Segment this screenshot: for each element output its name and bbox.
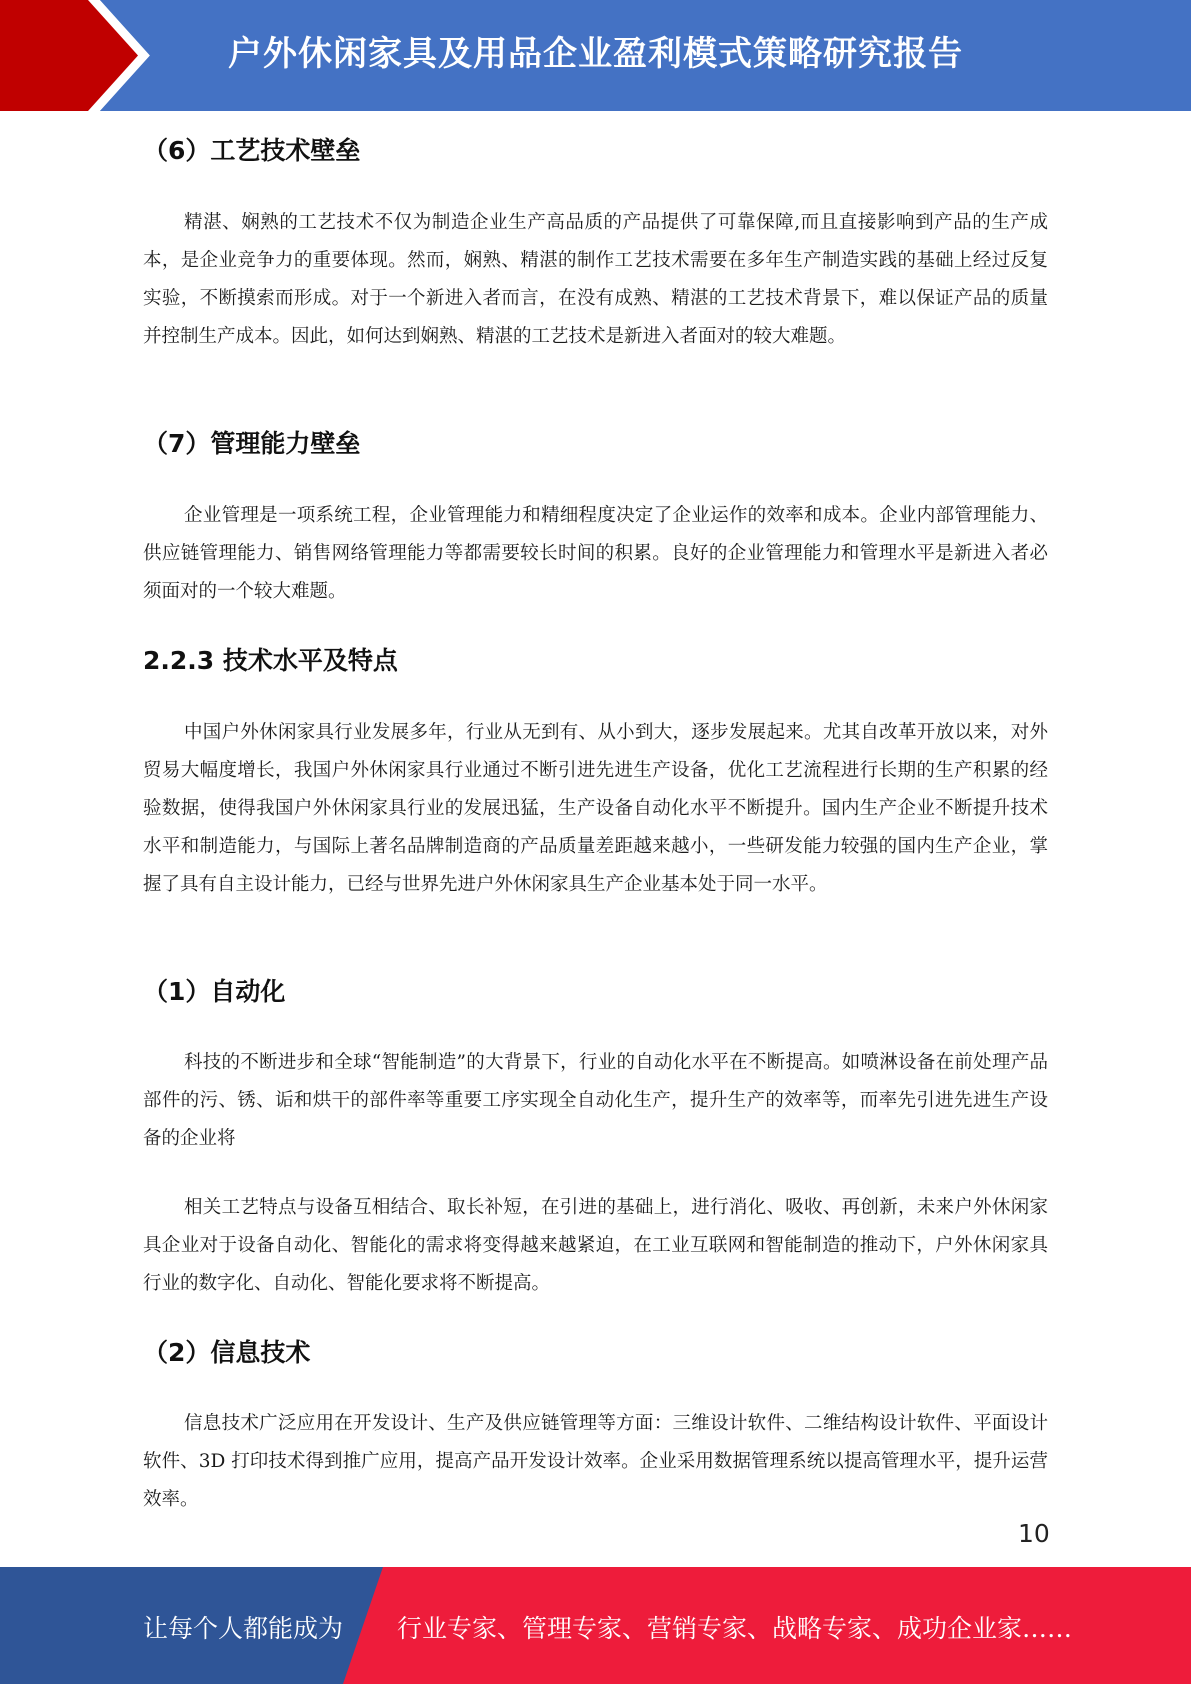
page-header xyxy=(0,0,1191,111)
body-paragraph: 企业管理是一项系统工程，企业管理能力和精细程度决定了企业运作的效率和成本。企业内部管理能力、供应链管理能力、销售网络管理能力等都需要较长时间的积累。良好的企业管理能力和管理水平是新进入者必须面对的一个较大难题。 xyxy=(143,505,1048,602)
page-number: 10 xyxy=(1018,1519,1050,1548)
body-paragraph: 中国户外休闲家具行业发展多年，行业从无到有、从小到大，逐步发展起来。尤其自改革开放以来，对外贸易大幅度增长，我国户外休闲家具行业通过不断引进先进生产设备，优化工艺流程进行长期的生产积累的经验数据，使得我国户外休闲家具行业的发展迅猛，生产设备自动化水平不断提升。国内生产企业不断提升技术水平和制造能力，与国际上著名品牌制造商的产品质量差距越来越小，一些研发能力较强的国内生产企业，掌握了具有自主设计能力，已经与世界先进户外休闲家具生产企业基本处于同一水平。 xyxy=(143,722,1048,895)
body-paragraph: 相关工艺特点与设备互相结合、取长补短，在引进的基础上，进行消化、吸收、再创新，未来户外休闲家具企业对于设备自动化、智能化的需求将变得越来越紧迫，在工业互联网和智能制造的推动下，户外休闲家具行业的数字化、自动化、智能化要求将不断提高。 xyxy=(143,1197,1048,1294)
body-paragraph: 精湛、娴熟的工艺技术不仅为制造企业生产高品质的产品提供了可靠保障,而且直接影响到产品的生产成本，是企业竞争力的重要体现。然而，娴熟、精湛的制作工艺技术需要在多年生产制造实践的基础上经过反复实验，不断摸索而形成。对于一个新进入者而言，在没有成熟、精湛的工艺技术背景下，难以保证产品的质量并控制生产成本。因此，如何达到娴熟、精湛的工艺技术是新进入者面对的较大难题。 xyxy=(143,212,1048,347)
section-heading: （2）信息技术 xyxy=(143,1338,311,1367)
header-red-chevron xyxy=(0,0,150,111)
section-heading: （7）管理能力壁垒 xyxy=(143,429,361,458)
page-footer xyxy=(0,1567,1191,1684)
section-heading: （6）工艺技术壁垒 xyxy=(143,136,361,165)
report-title: 户外休闲家具及用品企业盈利模式策略研究报告 xyxy=(228,34,963,74)
footer-slogan-left: 让每个人都能成为 xyxy=(143,1614,344,1643)
body-paragraph: 信息技术广泛应用在开发设计、生产及供应链管理等方面：三维设计软件、二维结构设计软件、平面设计软件、3D 打印技术得到推广应用，提高产品开发设计效率。企业采用数据管理系统以提高管理水平，提升运营效率。 xyxy=(143,1413,1048,1510)
footer-slogan-right: 行业专家、管理专家、营销专家、战略专家、成功企业家…… xyxy=(397,1614,1073,1643)
section-heading: 2.2.3 技术水平及特点 xyxy=(143,646,398,675)
section-heading: （1）自动化 xyxy=(143,977,286,1006)
body-paragraph: 科技的不断进步和全球“智能制造”的大背景下，行业的自动化水平在不断提高。如喷淋设备在前处理产品部件的污、锈、诟和烘干的部件率等重要工序实现全自动化生产，提升生产的效率等，而率先引进先进生产设备的企业将 xyxy=(143,1052,1048,1149)
